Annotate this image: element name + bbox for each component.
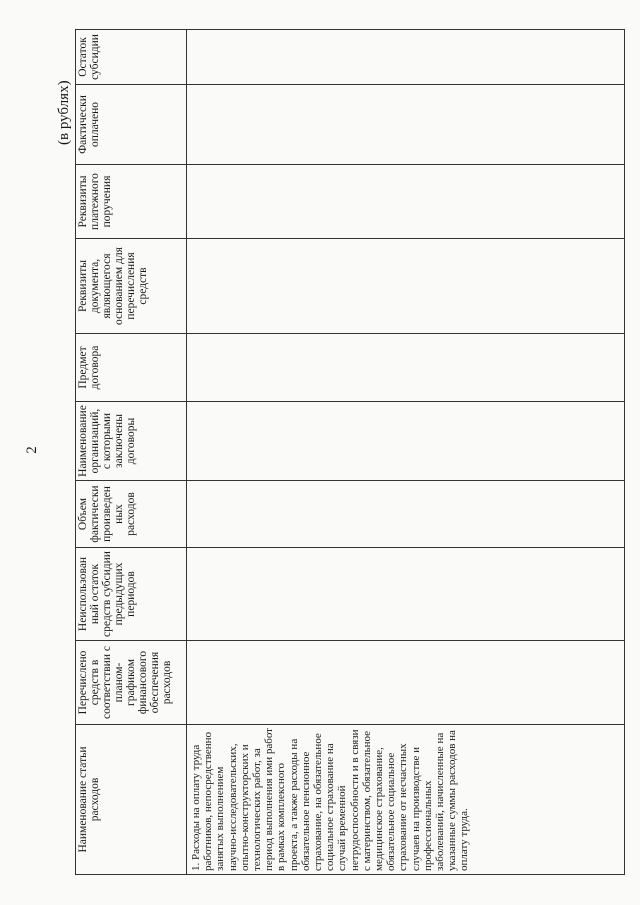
- column-header-transferred: Перечислено средств в соответствии с планом-графиком финансового обеспечения расходов: [76, 641, 187, 725]
- table-cell: [187, 239, 625, 334]
- column-header-payment-order: Реквизиты платежного поручения: [76, 165, 187, 239]
- table-cell: [187, 165, 625, 239]
- column-header-basis-document: Реквизиты документа, являющегося основанием для перечисления средств: [76, 239, 187, 334]
- column-header-actually-paid: Фактически оплачено: [76, 85, 187, 165]
- table-cell: [187, 402, 625, 481]
- column-header-actual-expenses: Объем фактически произведен ных расходов: [76, 481, 187, 548]
- column-header-expense-item: Наименование статьи расходов: [76, 725, 187, 875]
- table-cell: [187, 641, 625, 725]
- column-header-contractors: Наименование организаций, с которыми заключены договоры: [76, 402, 187, 481]
- table-cell: [187, 85, 625, 165]
- table-cell-expense-item: 1. Расходы на оплату труда работников, непосредственно занятых выполнением научно-исследовательских, опытно-конструкторских и технологических работ, за период выполнения ими работ в рамках комплексного проекта, а также расходы на обязательное пенсионное страхование, на обязательное социальное страхование на случай временной нетрудоспособности и в связи с материнством, обязательное медицинское страхование, обязательное социальное страхование от несчастных случаев на производстве и профессиональных заболеваний, начисленные на указанные суммы расходов на оплату труда.: [187, 725, 625, 875]
- table-cell: [187, 481, 625, 548]
- subsidy-report-table: [75, 29, 625, 875]
- page-number: 2: [24, 446, 40, 454]
- column-header-subsidy-balance: Остаток субсидии: [76, 30, 187, 85]
- table-cell: [187, 548, 625, 641]
- table-cell: [187, 334, 625, 402]
- table-header-row: [76, 30, 187, 875]
- column-header-unused-balance: Неиспользован ный остаток средств субсидии предыдущих периодов: [76, 548, 187, 641]
- table-cell: [187, 30, 625, 85]
- table-row: [187, 30, 625, 875]
- units-note: (в рублях): [56, 80, 72, 145]
- column-header-contract-subject: Предмет договора: [76, 334, 187, 402]
